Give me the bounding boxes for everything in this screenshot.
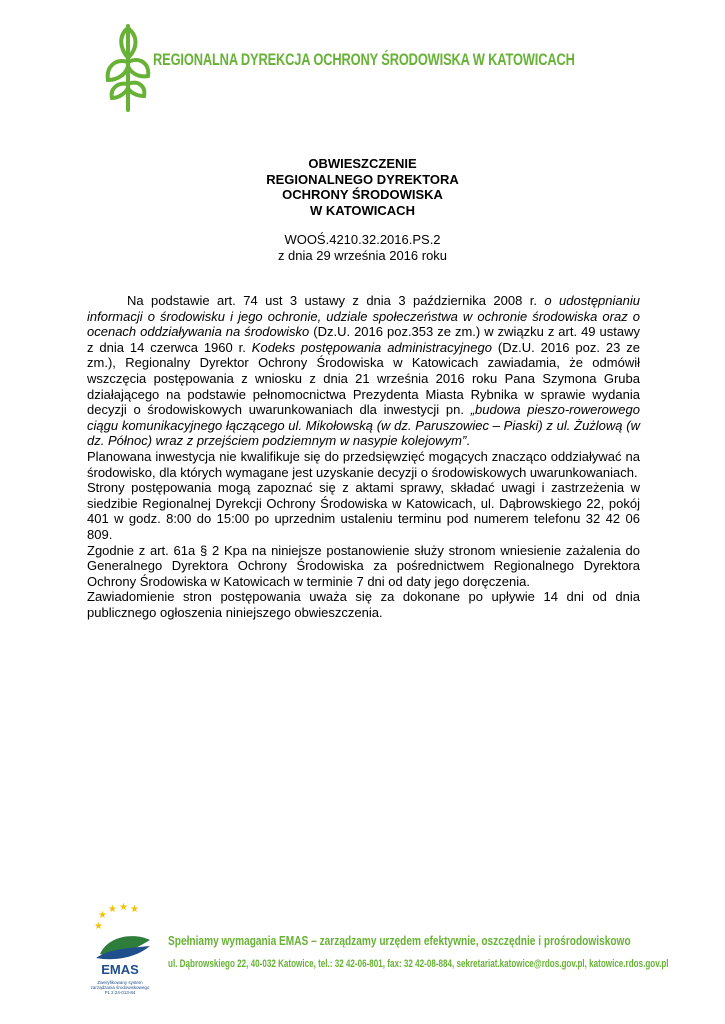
leaf-logo-icon bbox=[104, 18, 152, 112]
reference-block bbox=[0, 232, 725, 264]
reference-date: z dnia 29 września 2016 roku bbox=[277, 248, 448, 263]
emas-logo bbox=[88, 902, 158, 1017]
body-paragraph: Planowana inwestycja nie kwalifikuje się do przedsięwzięć mogących znacząco oddziaływać na środowisko, dla których wymagane jest uzyskanie decyzji o środowiskowych uwarunkowaniach. bbox=[87, 448, 640, 480]
text-run: . bbox=[466, 433, 470, 449]
title-line: OBWIESZCZENIE bbox=[308, 156, 417, 171]
title-line: REGIONALNEGO DYREKTORA bbox=[266, 171, 459, 187]
act-title: Kodeks postępowania administracyjnego bbox=[251, 339, 492, 355]
svg-text:★: ★ bbox=[94, 921, 103, 932]
investment-name: „budowa pieszo-rowerowego ciągu komunikacyjnego łączącego ul. Mikołowską (w dz. Paruszowiec – Piaski) z ul. Żużlową (w dz. Północ) wraz z przejściem podziemnym w nasypie kolejowym” bbox=[87, 402, 640, 449]
text-run: (Dz.U. 2016 poz.353 ze zm.) w związku z art. 49 ustawy z dnia 14 czerwca 1960 r. bbox=[87, 324, 640, 355]
body-paragraph: Zgodnie z art. 61a § 2 Kpa na niniejsze postanowienie służy stronom wniesienie zażalenia do Generalnego Dyrektora Ochrony Środowiska za pośrednictwem Regionalnego Dyrektora Ochrony Środowiska w Katowicach w terminie 7 dni od daty jego doręczenia. bbox=[87, 542, 640, 589]
title-line: W KATOWICACH bbox=[310, 202, 415, 218]
text-run: Na podstawie art. 74 ust 3 ustawy z dnia 3 października 2008 r. bbox=[127, 293, 545, 308]
emas-registration: Zweryfikowany system zarządzania środowiskowego PL 2.24-013-84 bbox=[90, 980, 150, 995]
body-paragraph: Zawiadomienie stron postępowania uważa się za dokonane po upływie 14 dni od dnia publicznego ogłoszenia niniejszego obwieszczenia. bbox=[87, 589, 640, 620]
text-run: (Dz.U. 2016 poz. 23 ze zm.), Regionalny Dyrektor Ochrony Środowiska w Katowicach zawiadamia, że odmówił wszczęcia postępowania z wniosku z dnia 21 września 2016 roku Pana Szymona Gruba działającego na podstawie pełnomocnictwa Prezydenta Miasta Rybnika w sprawie wydania decyzji o środowiskowych uwarunkowaniach dla inwestycji pn. bbox=[87, 339, 640, 418]
title-line: OCHRONY ŚRODOWISKA bbox=[282, 187, 443, 202]
document-title bbox=[0, 156, 725, 218]
reference-number: WOOŚ.4210.32.2016.PS.2 bbox=[284, 232, 441, 247]
body-paragraph: Strony postępowania mogą zapoznać się z aktami sprawy, składać uwagi i zastrzeżenia w siedzibie Regionalnej Dyrekcji Ochrony Środowiska w Katowicach, ul. Dąbrowskiego 22, pokój 401 w godz. 8:00 do 15:00 po uprzednim ustaleniu terminu pod numerem telefonu 32 42 06 809. bbox=[87, 480, 640, 542]
emas-logo-icon bbox=[88, 902, 158, 962]
svg-text:★: ★ bbox=[130, 904, 139, 915]
act-title: o udostępnianiu informacji o środowisku i jego ochronie, udziale społeczeństwa w ochronie środowiska oraz o ocenach oddziaływania na środowisko bbox=[87, 293, 640, 340]
svg-text:★: ★ bbox=[119, 902, 128, 913]
emas-label: EMAS bbox=[101, 962, 139, 977]
footer-contact: ul. Dąbrowskiego 22, 40-032 Katowice, tel.: 32 42-06-801, fax: 32 42-08-884, sekretariat.katowice@rdos.gov.pl, katowice.rdos.gov.pl bbox=[168, 958, 669, 970]
organization-name: REGIONALNA DYREKCJA OCHRONY ŚRODOWISKA W KATOWICACH bbox=[153, 51, 575, 69]
footer-slogan: Spełniamy wymagania EMAS – zarządzamy urzędem efektywnie, oszczędnie i prośrodowiskowo bbox=[168, 933, 631, 948]
document-body bbox=[87, 293, 640, 620]
body-paragraph bbox=[87, 293, 640, 449]
svg-text:★: ★ bbox=[108, 904, 117, 915]
svg-text:★: ★ bbox=[98, 910, 107, 921]
